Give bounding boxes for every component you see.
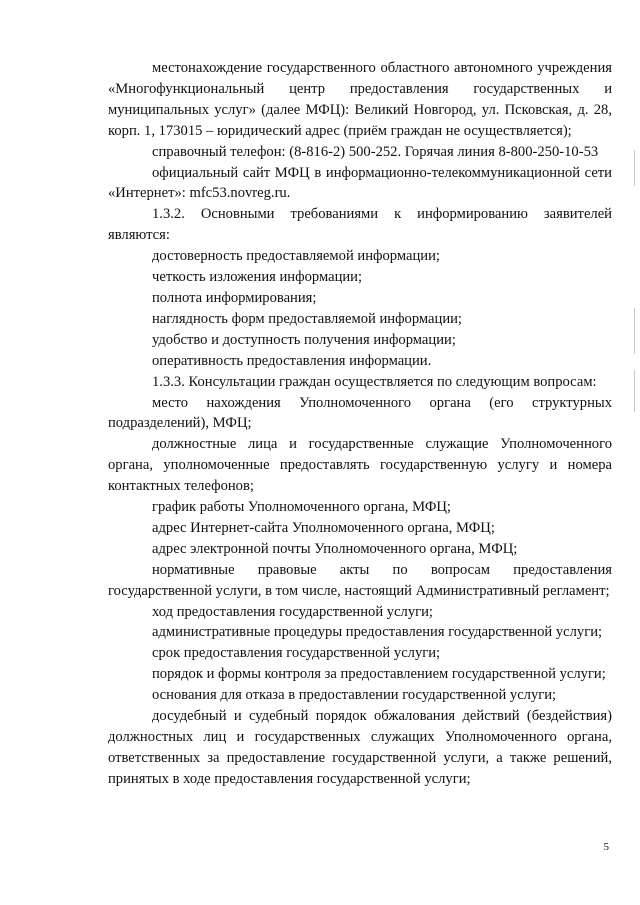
list-item-email-address: адрес электронной почты Уполномоченного органа, МФЦ; <box>152 540 518 557</box>
list-item-reliability: достоверность предоставляемой информации; <box>152 248 440 265</box>
list-item-control: порядок и формы контроля за предоставлением государственной услуги; <box>152 666 606 683</box>
paragraph-mfc-location: местонахождение государственного областного автономного учреждения «Многофункциональный центр предоставления государственных и муниципальных услуг» (далее МФЦ): Великий Новгород, ул. Псковская, д. 28, корп. 1, 173015 – юридический адрес (приём граждан не осуществляется); <box>108 60 612 139</box>
list-item-accessibility: удобство и доступность получения информации; <box>152 331 456 348</box>
list-item-clarity: четкость изложения информации; <box>152 269 363 286</box>
list-item-procedures: административные процедуры предоставления государственной услуги; <box>152 624 603 641</box>
paragraph-website: официальный сайт МФЦ в информационно-телекоммуникационной сети «Интернет»: mfc53.novreg.ru. <box>108 164 612 202</box>
paragraph-consultation-heading: 1.3.3. Консультации граждан осуществляется по следующим вопросам: <box>152 373 597 390</box>
list-item-officials: должностные лица и государственные служащие Уполномоченного органа, уполномоченные предоставлять государственную услугу и номера контактных телефонов; <box>108 436 612 495</box>
list-item-promptness: оперативность предоставления информации. <box>152 352 432 369</box>
list-item-completeness: полнота информирования; <box>152 289 317 306</box>
list-item-appeal: досудебный и судебный порядок обжалования действий (бездействия) должностных лиц и государственных служащих Уполномоченного органа, ответственных за предоставление государственной услуги, а также решений, принятых в ходе предоставления государственной услуги; <box>108 708 612 787</box>
page-number: 5 <box>603 841 609 853</box>
list-item-progress: ход предоставления государственной услуги; <box>152 603 433 620</box>
list-item-office-location: место нахождения Уполномоченного органа (его структурных подразделений), МФЦ; <box>108 394 612 432</box>
list-item-schedule: график работы Уполномоченного органа, МФЦ; <box>152 499 451 516</box>
list-item-term: срок предоставления государственной услуги; <box>152 645 441 662</box>
list-item-visual-form: наглядность форм предоставляемой информации; <box>152 310 462 327</box>
scan-mark <box>634 150 635 186</box>
scan-mark <box>634 370 635 412</box>
list-item-regulations: нормативные правовые акты по вопросам предоставления государственной услуги, в том числе, настоящий Административный регламент; <box>108 561 612 599</box>
list-item-website-address: адрес Интернет-сайта Уполномоченного органа, МФЦ; <box>152 519 495 536</box>
scan-mark <box>634 308 635 354</box>
list-item-refusal-grounds: основания для отказа в предоставлении государственной услуги; <box>152 687 557 704</box>
paragraph-requirements-heading: 1.3.2. Основными требованиями к информированию заявителей являются: <box>108 206 612 244</box>
paragraph-phone: справочный телефон: (8-816-2) 500-252. Горячая линия 8-800-250-10-53 <box>152 143 599 160</box>
document-body <box>108 58 612 790</box>
